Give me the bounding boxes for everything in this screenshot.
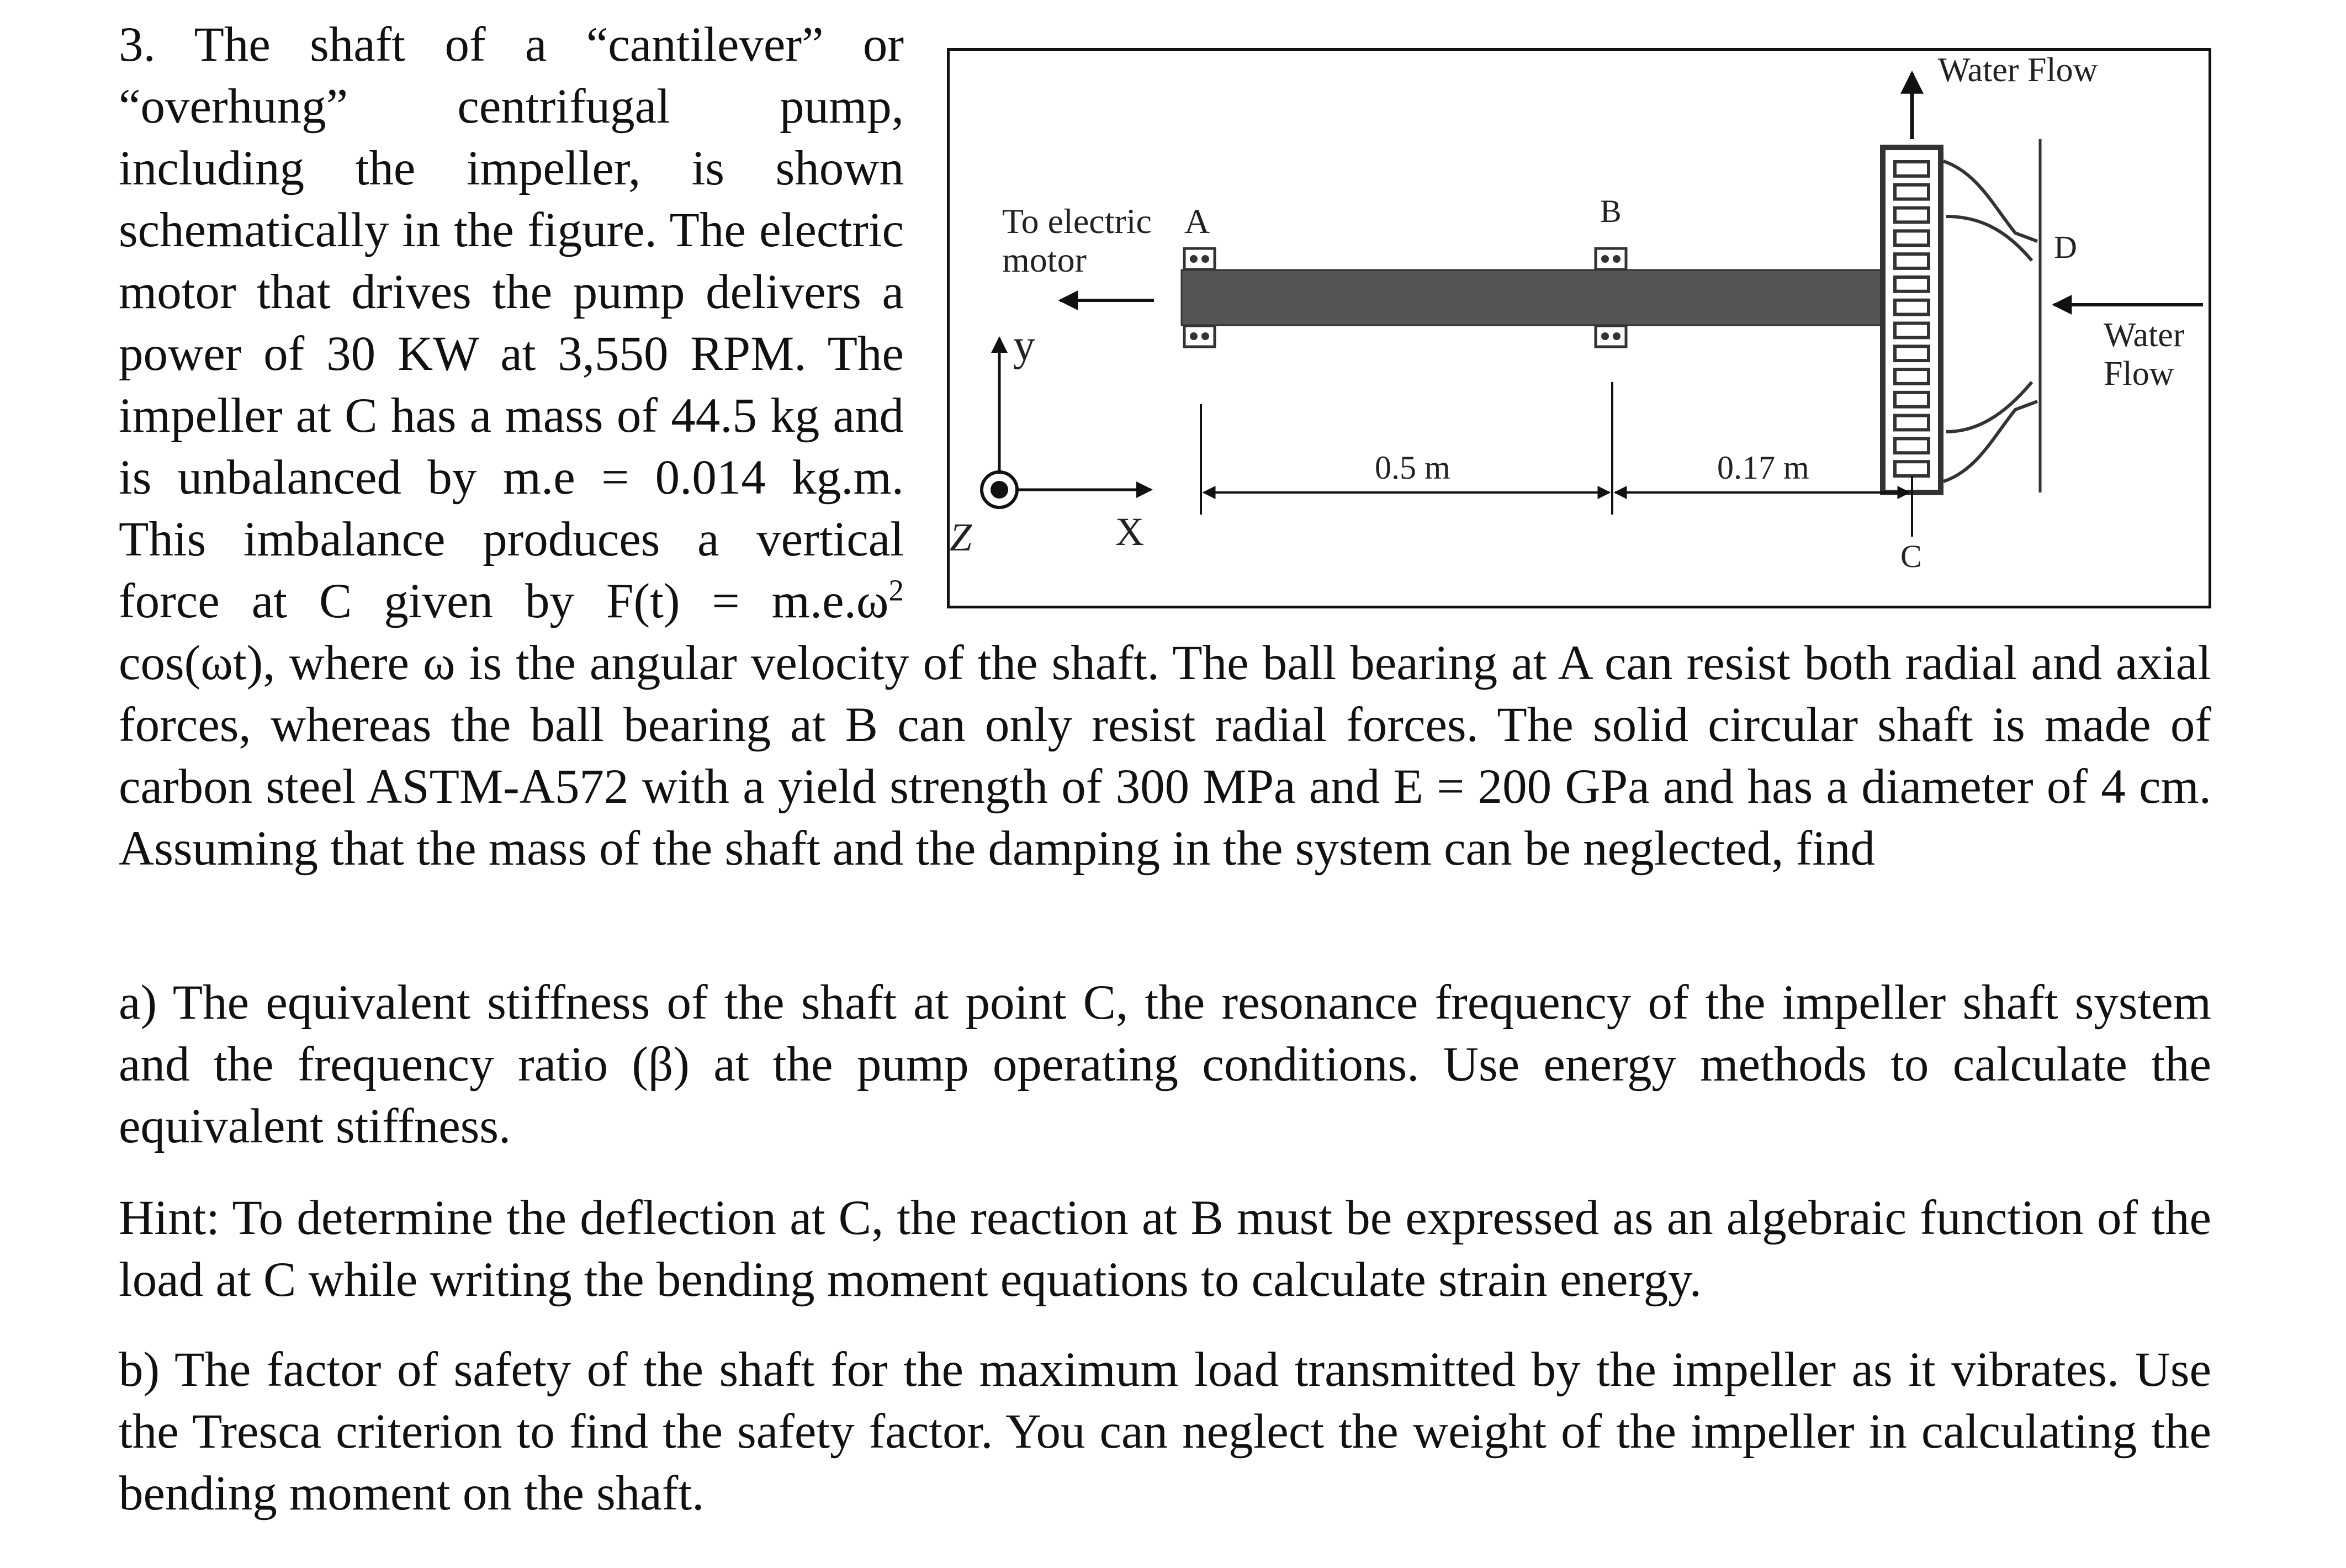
impeller-vane-slot [1895,393,1929,407]
motor-label-line2: motor [1002,240,1087,279]
impeller-vane-slot [1895,346,1929,361]
impeller-vane-slot [1895,185,1929,199]
coordinate-axes [982,338,1151,507]
motor-label-line1: To electric [1002,202,1152,241]
water-flow-top-label: Water Flow [1938,51,2098,89]
impeller-shroud-d [1943,139,2040,492]
water-flow-right-line2: Flow [2104,355,2174,393]
label-a: A [1184,202,1210,241]
impeller-c [1883,147,1941,492]
pump-shaft-diagram [950,51,2209,606]
label-b: B [1600,193,1622,229]
impeller-vane-slot [1895,231,1929,245]
dimension-bc-label: 0.17 m [1717,449,1809,486]
dimension-ab-label: 0.5 m [1375,449,1450,486]
impeller-vane-slot [1895,462,1929,476]
shaft [1182,270,1883,325]
axis-x-label: X [1115,510,1144,554]
impeller-vane-slot [1895,208,1929,223]
impeller-vane-slot [1895,162,1929,176]
omega-squared-exponent: 2 [888,573,904,607]
problem-statement [119,14,2211,880]
label-c: C [1900,538,1922,574]
impeller-vane-slot [1895,300,1929,315]
impeller-vane-slot [1895,254,1929,268]
hint-text: Hint: To determine the deflection at C, the reaction at B must be expressed as an algebraic function of the load at C while writing the bending moment equations to calculate strain energy. [119,1191,2211,1307]
water-flow-right-line1: Water [2104,316,2185,354]
part-a-text: a) The equivalent stiffness of the shaft at point C, the resonance frequency of the impeller shaft system and the frequency ratio (β) at the pump operating conditions. Use energy methods to calculate the equivalent stiffness. [119,976,2211,1153]
pump-shaft-figure [947,48,2211,608]
problem-intro-text: 3. The shaft of a “cantilever” or “overhung” centrifugal pump, including the impeller, is shown schematically in the figure. The electric motor that drives the pump delivers a power of 30 KW at 3,550 RPM. The impeller at C has a mass of 44.5 kg and is unbalanced by m.e = 0.014 kg.m. This imbalance produces a vertical force at C given by F(t) = m.e.ω [119,18,904,628]
label-d: D [2054,229,2077,265]
impeller-vane-slot [1895,416,1929,430]
problem-intro-text-cont: cos(ωt), where ω is the angular velocity of the shaft. The ball bearing at A can resist both radial and axial forces, whereas the ball bearing at B can only resist radial forces. The solid circular shaft is made of carbon steel ASTM-A572 with a yield strength of 300 MPa and E = 200 GPa and has a diameter of 4 cm. Assuming that the mass of the shaft and the damping in the system can be neglected, find [119,636,2211,876]
axis-y-label: y [1013,321,1035,370]
part-b-text: b) The factor of safety of the shaft for the maximum load transmitted by the impeller as it vibrates. Use the Tresca criterion to find the safety factor. You can neglect the weight of the impeller in calculating the bending moment on the shaft. [119,1343,2211,1521]
impeller-vane-slot [1895,369,1929,384]
impeller-vane-slot [1895,277,1929,292]
impeller-vane-slot [1895,438,1929,453]
axis-z-label: Z [950,515,972,559]
impeller-vane-slot [1895,324,1929,338]
